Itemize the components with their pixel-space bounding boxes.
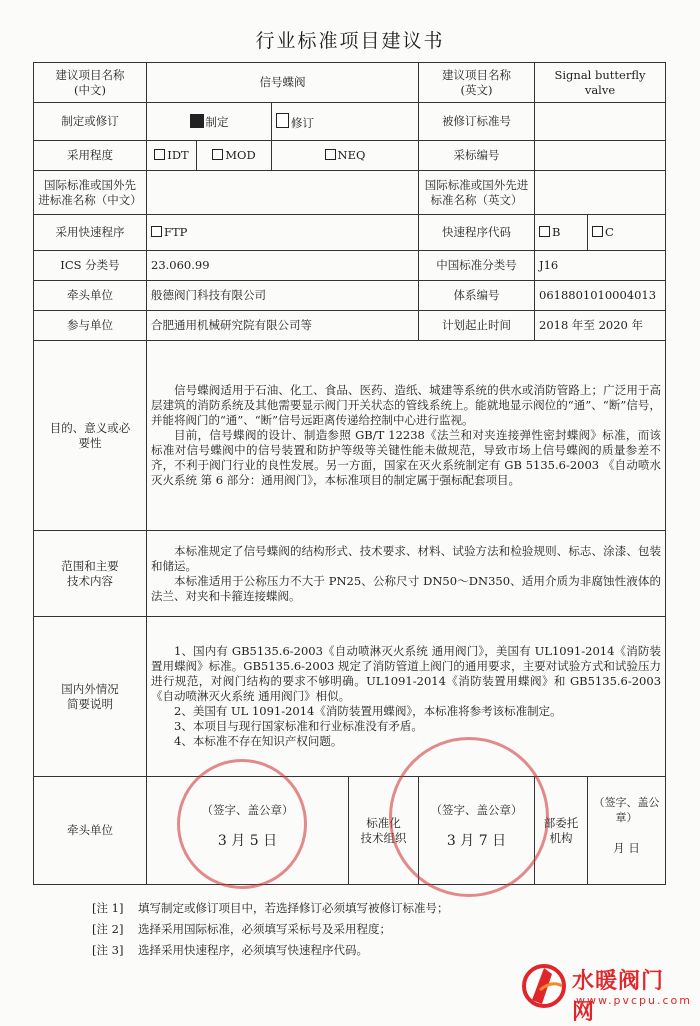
label-plan-time: 计划起止时间 (419, 311, 535, 341)
purpose-text (147, 341, 666, 531)
option-ftp-label: FTP (164, 225, 188, 239)
row-fast-procedure (34, 215, 666, 251)
sig-lead-date: 3 月 5 日 (217, 832, 278, 849)
label-adopt-no: 采标编号 (419, 141, 535, 171)
row-signatures (34, 777, 666, 885)
sig-org-date: 3 月 7 日 (446, 832, 507, 849)
checkbox-code-b[interactable] (539, 226, 550, 237)
row-intl-std (34, 171, 666, 215)
value-ics: 23.060.99 (147, 251, 419, 281)
note-1-text: 填写制定或修订项目中，若选择修订必须填写被修订标准号； (138, 901, 449, 915)
site-logo (518, 960, 692, 1025)
checkbox-ftp[interactable] (151, 226, 162, 237)
sig-dept-date: 月 日 (613, 841, 640, 855)
label-sig-dept: 部委托机构 (535, 777, 588, 885)
note-1-key: [注 1] (92, 901, 124, 915)
option-mod-label: MOD (225, 148, 256, 162)
sig-lead-note: （签字、盖公章） (201, 802, 294, 817)
row-overview (34, 617, 666, 777)
value-participants: 合肥通用机械研究院有限公司等 (147, 311, 419, 341)
checkbox-code-c[interactable] (592, 226, 603, 237)
purpose-paragraph-2: 目前，信号蝶阀的设计、制造参照 GB/T 12238《法兰和对夹连接弹性密封蝶阀》标准，而该标准对信号蝶阀中的信号装置和防护等级等关键性能未做规范，导致市场上信号蝶阀的质量参差不齐，不利于阀门行业的良性发展。另一方面，国家在灭火系统制定有 GB 5135.6-2003 《自动喷水灭火系统 第 6 部分：通用阀门》，本标准项目的制定属于强标配套项目。 (151, 428, 662, 487)
row-purpose (34, 341, 666, 531)
label-intl-name-cn: 国际标准或国外先 进标准名称（中文） (34, 171, 147, 215)
checkbox-revise[interactable] (276, 113, 289, 128)
label-lead-unit: 牵头单位 (34, 281, 147, 311)
scope-paragraph-1: 本标准规定了信号蝶阀的结构形式、技术要求、材料、试验方法和检验规则、标志、涂漆、包装和储运。 (151, 543, 662, 573)
row-participants (34, 311, 666, 341)
option-mod[interactable] (197, 141, 272, 171)
label-proj-name-cn: 建议项目名称 (中文) (34, 63, 147, 103)
logo-name: 水暖阀门网 (572, 969, 665, 1025)
overview-paragraph-4: 4、本标准不存在知识产权问题。 (174, 734, 343, 748)
row-ics (34, 251, 666, 281)
checkbox-idt[interactable] (154, 149, 165, 160)
option-revise[interactable] (272, 103, 419, 141)
option-code-c-label: C (605, 225, 614, 239)
value-lead-unit: 般德阀门科技有限公司 (147, 281, 419, 311)
lead-unit-stamp (177, 759, 307, 889)
option-revise-label: 修订 (291, 115, 314, 130)
label-make-revise: 制定或修订 (34, 103, 147, 141)
overview-paragraph-1: 1、国内有 GB5135.6-2003《自动喷淋灭火系统 通用阀门》，美国有 UL1091-2014《消防装置用蝶阀》标准。GB5135.6-2003 规定了消防管道上阀门的通用要求，主要对试验方式和试验压力进行规范，对阀门结构的要求不够明确。UL1091-2014《消防装置用蝶阀》和 GB5135.6-2003《自动喷淋灭火系统 通用阀门》相似。 (151, 644, 662, 703)
row-scope (34, 531, 666, 617)
label-revised-std: 被修订标准号 (419, 103, 535, 141)
row-adopt-degree (34, 141, 666, 171)
value-proj-name-en: Signal butterfly valve (535, 63, 666, 103)
value-plan-time: 2018 年至 2020 年 (535, 311, 666, 341)
option-neq-label: NEQ (337, 148, 366, 162)
option-idt-label: IDT (167, 148, 189, 162)
label-intl-name-en: 国际标准或国外先进 标准名称（英文） (419, 171, 535, 215)
note-3-text: 选择采用快速程序，必须填写快速程序代码。 (138, 943, 368, 957)
overview-text (147, 617, 666, 777)
overview-paragraph-3: 3、本项目与现行国家标准和行业标准没有矛盾。 (174, 719, 423, 733)
scope-text (147, 531, 666, 617)
label-ccs: 中国标准分类号 (419, 251, 535, 281)
checkbox-make[interactable] (190, 114, 204, 128)
sig-dept-note: （签字、盖公章） (593, 796, 660, 824)
row-lead-unit (34, 281, 666, 311)
option-make[interactable] (147, 103, 272, 141)
option-code-b[interactable] (535, 215, 588, 251)
label-sys-no: 体系编号 (419, 281, 535, 311)
value-ccs: J16 (535, 251, 666, 281)
option-code-c[interactable] (588, 215, 666, 251)
note-1 (92, 898, 652, 919)
value-intl-name-cn[interactable] (147, 171, 419, 215)
label-sig-org: 标准化 技术组织 (349, 777, 419, 885)
label-ics: ICS 分类号 (34, 251, 147, 281)
row-project-name (34, 63, 666, 103)
value-proj-name-cn: 信号蝶阀 (147, 63, 419, 103)
note-3 (92, 940, 652, 961)
row-make-revise (34, 103, 666, 141)
checkbox-neq[interactable] (325, 149, 336, 160)
note-3-key: [注 3] (92, 943, 124, 957)
notes (92, 898, 652, 961)
logo-url: www.pvcpu.com (576, 994, 692, 1007)
option-ftp[interactable] (147, 215, 419, 251)
label-fast-code: 快速程序代码 (419, 215, 535, 251)
value-revised-std[interactable] (535, 103, 666, 141)
overview-paragraph-2: 2、美国有 UL 1091-2014《消防装置用蝶阀》，本标准将参考该标准制定。 (174, 704, 562, 718)
label-sig-lead: 牵头单位 (34, 777, 147, 885)
checkbox-mod[interactable] (212, 149, 223, 160)
scope-paragraph-2: 本标准适用于公称压力不大于 PN25、公称尺寸 DN50～DN350、适用介质为非腐蚀性液体的法兰、对夹和卡箍连接蝶阀。 (151, 573, 662, 603)
sig-org-note: （签字、盖公章） (430, 802, 523, 817)
option-make-label: 制定 (205, 114, 229, 129)
label-scope: 范围和主要 技术内容 (34, 531, 147, 617)
label-adopt-degree: 采用程度 (34, 141, 147, 171)
document-title: 行业标准项目建议书 (255, 30, 445, 52)
sig-lead-box (147, 777, 349, 885)
note-2-text: 选择采用国际标准，必须填写采标号及采用程度； (138, 922, 391, 936)
note-2 (92, 919, 652, 940)
option-neq[interactable] (272, 141, 419, 171)
value-intl-name-en[interactable] (535, 171, 666, 215)
value-sys-no: 0618801010004013 (535, 281, 666, 311)
option-idt[interactable] (147, 141, 197, 171)
label-overview: 国内外情况 简要说明 (34, 617, 147, 777)
label-participants: 参与单位 (34, 311, 147, 341)
label-fast-proc: 采用快速程序 (34, 215, 147, 251)
sig-dept-box (588, 777, 666, 885)
value-adopt-no[interactable] (535, 141, 666, 171)
option-code-b-label: B (552, 225, 561, 239)
note-2-key: [注 2] (92, 922, 124, 936)
label-purpose: 目的、意义或必 要性 (34, 341, 147, 531)
label-proj-name-en: 建议项目名称 (英文) (419, 63, 535, 103)
sig-org-box (419, 777, 535, 885)
purpose-paragraph-1: 信号蝶阀适用于石油、化工、食品、医药、造纸、城建等系统的供水或消防管路上；广泛用于高层建筑的消防系统及其他需要显示阀门开关状态的管线系统上。能就地显示阀位的“通”、“断”信号，并能将阀门的“通”、“断”信号远距离传递给控制中心进行监视。 (151, 383, 662, 427)
proposal-form (33, 62, 666, 885)
